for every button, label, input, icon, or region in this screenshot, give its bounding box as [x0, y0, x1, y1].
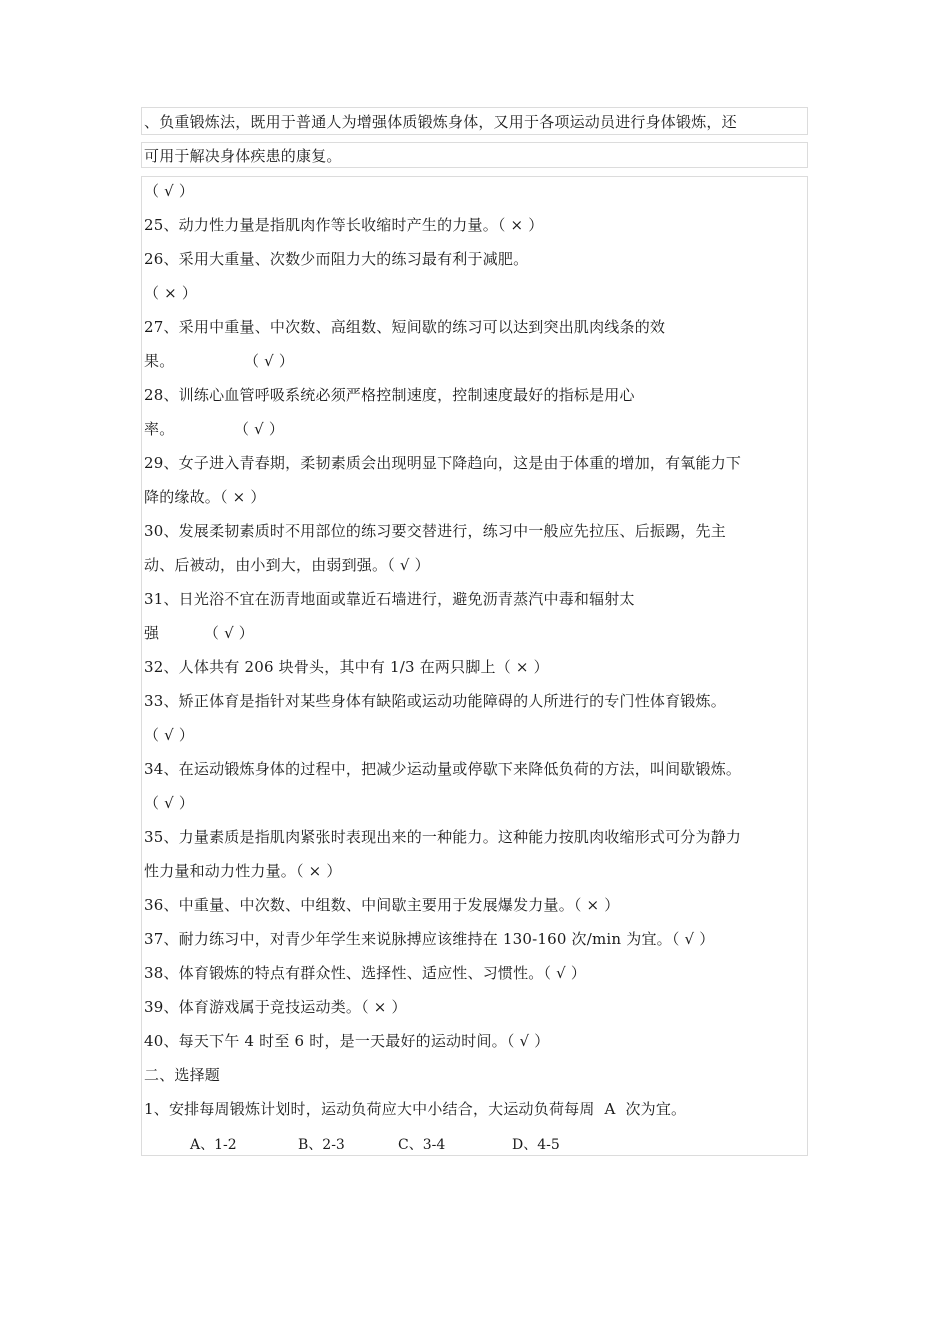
- question-26: 26、采用大重量、次数少而阻力大的练习最有利于减肥。: [144, 250, 529, 268]
- answer-mark: （ × ）: [144, 284, 198, 302]
- answer-mark: （ √ ）: [144, 182, 195, 200]
- question-30: 30、发展柔韧素质时不用部位的练习要交替进行，练习中一般应先拉压、后振踢，先主: [144, 522, 726, 540]
- text-line: 可用于解决身体疾患的康复。: [144, 147, 342, 165]
- option-b: B、2-3: [298, 1137, 345, 1153]
- text-line: 性力量和动力性力量。（ × ）: [144, 862, 342, 880]
- question-35: 35、力量素质是指肌肉紧张时表现出来的一种能力。这种能力按肌肉收缩形式可分为静力: [144, 828, 742, 846]
- text-line: 率。 （ √ ）: [144, 420, 285, 438]
- section-heading: 二、选择题: [144, 1066, 221, 1084]
- question-33: 33、矫正体育是指针对某些身体有缺陷或运动功能障碍的人所进行的专门性体育锻炼。: [144, 692, 726, 710]
- question-29: 29、女子进入青春期，柔韧素质会出现明显下降趋向，这是由于体重的增加，有氧能力下: [144, 454, 742, 472]
- text-line: 、负重锻炼法，既用于普通人为增强体质锻炼身体，又用于各项运动员进行身体锻炼，还: [144, 113, 737, 131]
- text-line: 强 （ √ ）: [144, 624, 255, 642]
- question-37: 37、耐力练习中，对青少年学生来说脉搏应该维持在 130-160 次/min 为宜。（ √ ）: [144, 930, 715, 948]
- question-34: 34、在运动锻炼身体的过程中，把减少运动量或停歇下来降低负荷的方法，叫间歇锻炼。: [144, 760, 742, 778]
- option-a: A、1-2: [190, 1137, 237, 1153]
- question-36: 36、中重量、中次数、中组数、中间歇主要用于发展爆发力量。（ × ）: [144, 896, 620, 914]
- question-31: 31、日光浴不宜在沥青地面或靠近石墙进行，避免沥青蒸汽中毒和辐射太: [144, 590, 635, 608]
- answer-mark: （ √ ）: [144, 726, 195, 744]
- question-27: 27、采用中重量、中次数、高组数、短间歇的练习可以达到突出肌肉线条的效: [144, 318, 666, 336]
- question-40: 40、每天下午 4 时至 6 时，是一天最好的运动时间。（ √ ）: [144, 1032, 550, 1050]
- text-line: 动、后被动，由小到大，由弱到强。（ √ ）: [144, 556, 430, 574]
- choice-question-1: 1、安排每周锻炼计划时，运动负荷应大中小结合，大运动负荷每周 A 次为宜。: [144, 1100, 687, 1118]
- option-d: D、4-5: [512, 1137, 560, 1153]
- question-38: 38、体育锻炼的特点有群众性、选择性、适应性、习惯性。（ √ ）: [144, 964, 587, 982]
- question-39: 39、体育游戏属于竞技运动类。（ × ）: [144, 998, 407, 1016]
- answer-mark: （ √ ）: [144, 794, 195, 812]
- question-25: 25、动力性力量是指肌肉作等长收缩时产生的力量。（ × ）: [144, 216, 544, 234]
- question-28: 28、训练心血管呼吸系统必须严格控制速度，控制速度最好的指标是用心: [144, 386, 635, 404]
- question-32: 32、人体共有 206 块骨头，其中有 1/3 在两只脚上（ × ）: [144, 658, 549, 676]
- text-line: 降的缘故。（ × ）: [144, 488, 266, 506]
- option-c: C、3-4: [398, 1137, 446, 1153]
- text-line: 果。 （ √ ）: [144, 352, 295, 370]
